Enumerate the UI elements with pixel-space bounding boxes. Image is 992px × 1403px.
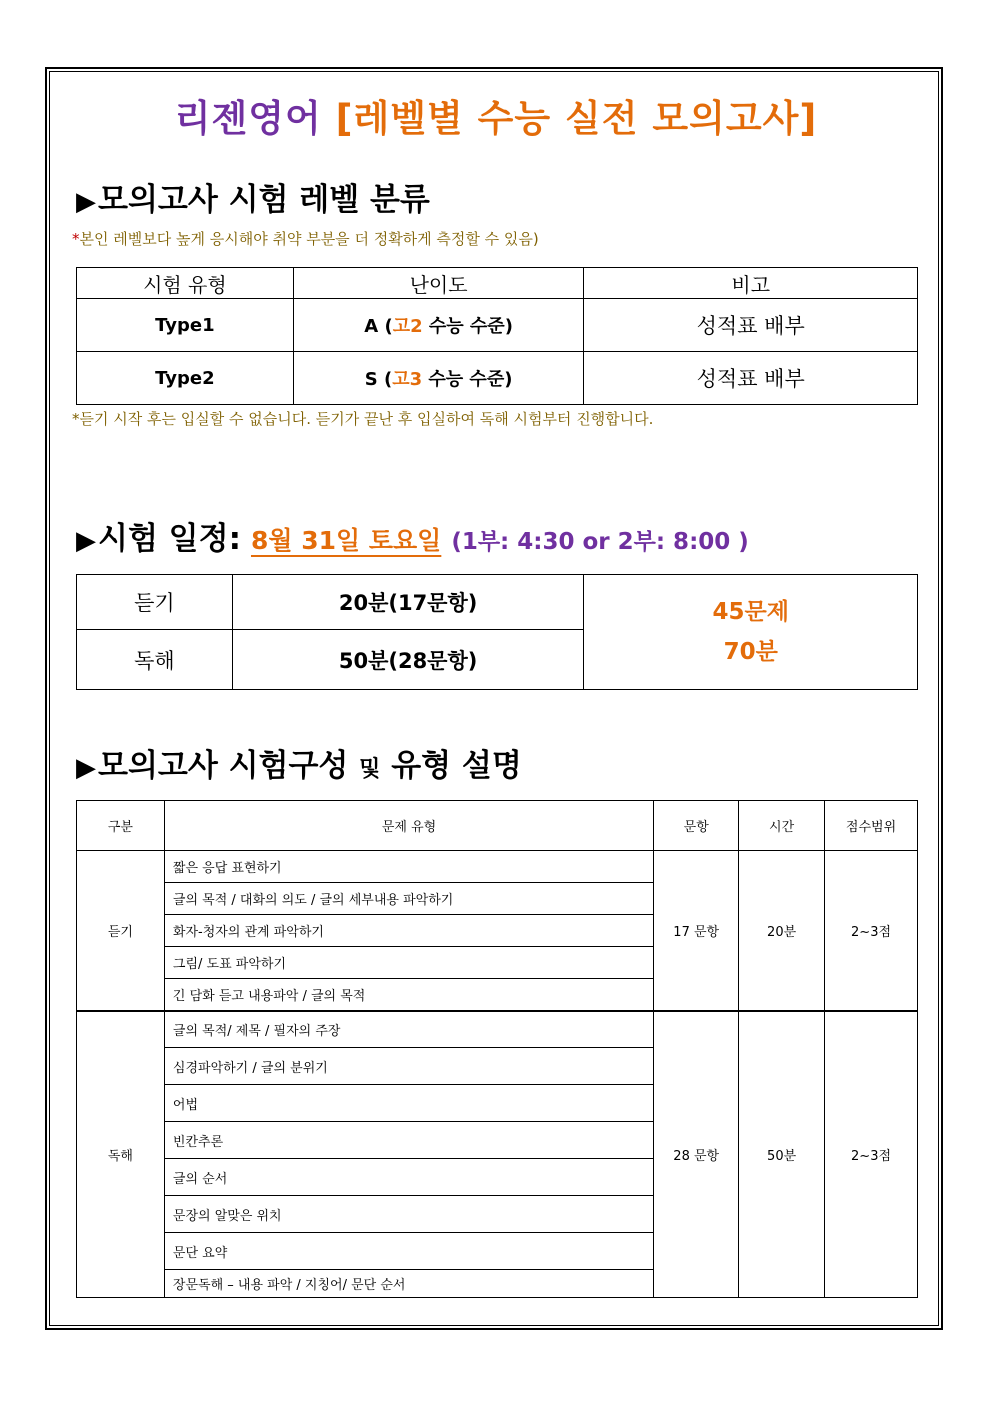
- triangle-icon: ▶: [76, 526, 96, 556]
- total-questions: 45문제: [712, 599, 789, 625]
- question-type: 글의 목적/ 제목 / 필자의 주장: [164, 1011, 653, 1048]
- schedule-time: (1부: 4:30 or 2부: 8:00 ): [451, 529, 749, 555]
- section3-heading: ▶모의고사 시험구성 및 유형 설명: [76, 748, 522, 784]
- triangle-icon: ▶: [76, 187, 96, 217]
- question-type: 글의 목적 / 대화의 의도 / 글의 세부내용 파악하기: [164, 883, 653, 915]
- question-type: 어법: [164, 1085, 653, 1122]
- total-time: 70분: [723, 639, 778, 665]
- level-header-difficulty: 난이도: [293, 268, 584, 299]
- comp-header-count: 문항: [654, 801, 739, 851]
- question-type: 짧은 응답 표현하기: [164, 851, 653, 883]
- level-row: [77, 352, 918, 405]
- question-type: 심경파악하기 / 글의 분위기: [164, 1048, 653, 1085]
- section1-heading: ▶모의고사 시험 레벨 분류: [76, 182, 430, 218]
- schedule-date: 8월 31일 토요일: [250, 526, 442, 555]
- entry-note: *듣기 시작 후는 입실할 수 없습니다. 듣기가 끝난 후 입실하여 독해 시험부터 진행합니다.: [72, 410, 654, 428]
- reading-time: 50분: [739, 1011, 825, 1298]
- comp-header-category: 구분: [77, 801, 165, 851]
- schedule-heading: ▶시험 일정: 8월 31일 토요일 (1부: 4:30 or 2부: 8:00 ): [76, 521, 749, 557]
- schedule-name: 듣기: [77, 575, 233, 630]
- reading-category: 독해: [77, 1011, 165, 1298]
- level-header-type: 시험 유형: [77, 268, 294, 299]
- level-difficulty: S (고3 수능 수준): [293, 352, 584, 405]
- page-title: [0, 88, 992, 142]
- question-type: 빈칸추론: [164, 1122, 653, 1159]
- comp-header-type: 문제 유형: [164, 801, 653, 851]
- level-header-remark: 비고: [584, 268, 918, 299]
- reading-score: 2~3점: [825, 1011, 918, 1298]
- listening-time: 20분: [739, 851, 825, 1011]
- listening-score: 2~3점: [825, 851, 918, 1011]
- level-remark: 성적표 배부: [584, 299, 918, 352]
- reading-count: 28 문항: [654, 1011, 739, 1298]
- level-difficulty: A (고2 수능 수준): [293, 299, 584, 352]
- schedule-name: 독해: [77, 630, 233, 690]
- schedule-value: 50분(28문항): [232, 630, 584, 690]
- comp-header-score: 점수범위: [825, 801, 918, 851]
- comp-header-time: 시간: [739, 801, 825, 851]
- listening-count: 17 문항: [654, 851, 739, 1011]
- question-type: 글의 순서: [164, 1159, 653, 1196]
- title-brand: 리젠영어: [174, 97, 322, 140]
- question-type: 문단 요약: [164, 1233, 653, 1270]
- question-type: 장문독해 – 내용 파악 / 지칭어/ 문단 순서: [164, 1270, 653, 1298]
- listening-category: 듣기: [77, 851, 165, 1011]
- question-type: 긴 담화 듣고 내용파악 / 글의 목적: [164, 979, 653, 1011]
- schedule-value: 20분(17문항): [232, 575, 584, 630]
- schedule-total: [584, 575, 918, 690]
- section1-note: *본인 레벨보다 높게 응시해야 취약 부분을 더 정확하게 측정할 수 있음): [72, 230, 539, 248]
- level-table: [76, 267, 918, 405]
- schedule-table: [76, 574, 918, 690]
- level-row: [77, 299, 918, 352]
- question-type: 그림/ 도표 파악하기: [164, 947, 653, 979]
- level-remark: 성적표 배부: [584, 352, 918, 405]
- level-type: Type1: [77, 299, 294, 352]
- triangle-icon: ▶: [76, 753, 96, 783]
- title-subtitle: [레벨별 수능 실전 모의고사]: [335, 97, 818, 140]
- question-type: 화자-청자의 관계 파악하기: [164, 915, 653, 947]
- composition-table: [76, 800, 918, 1298]
- level-type: Type2: [77, 352, 294, 405]
- question-type: 문장의 알맞은 위치: [164, 1196, 653, 1233]
